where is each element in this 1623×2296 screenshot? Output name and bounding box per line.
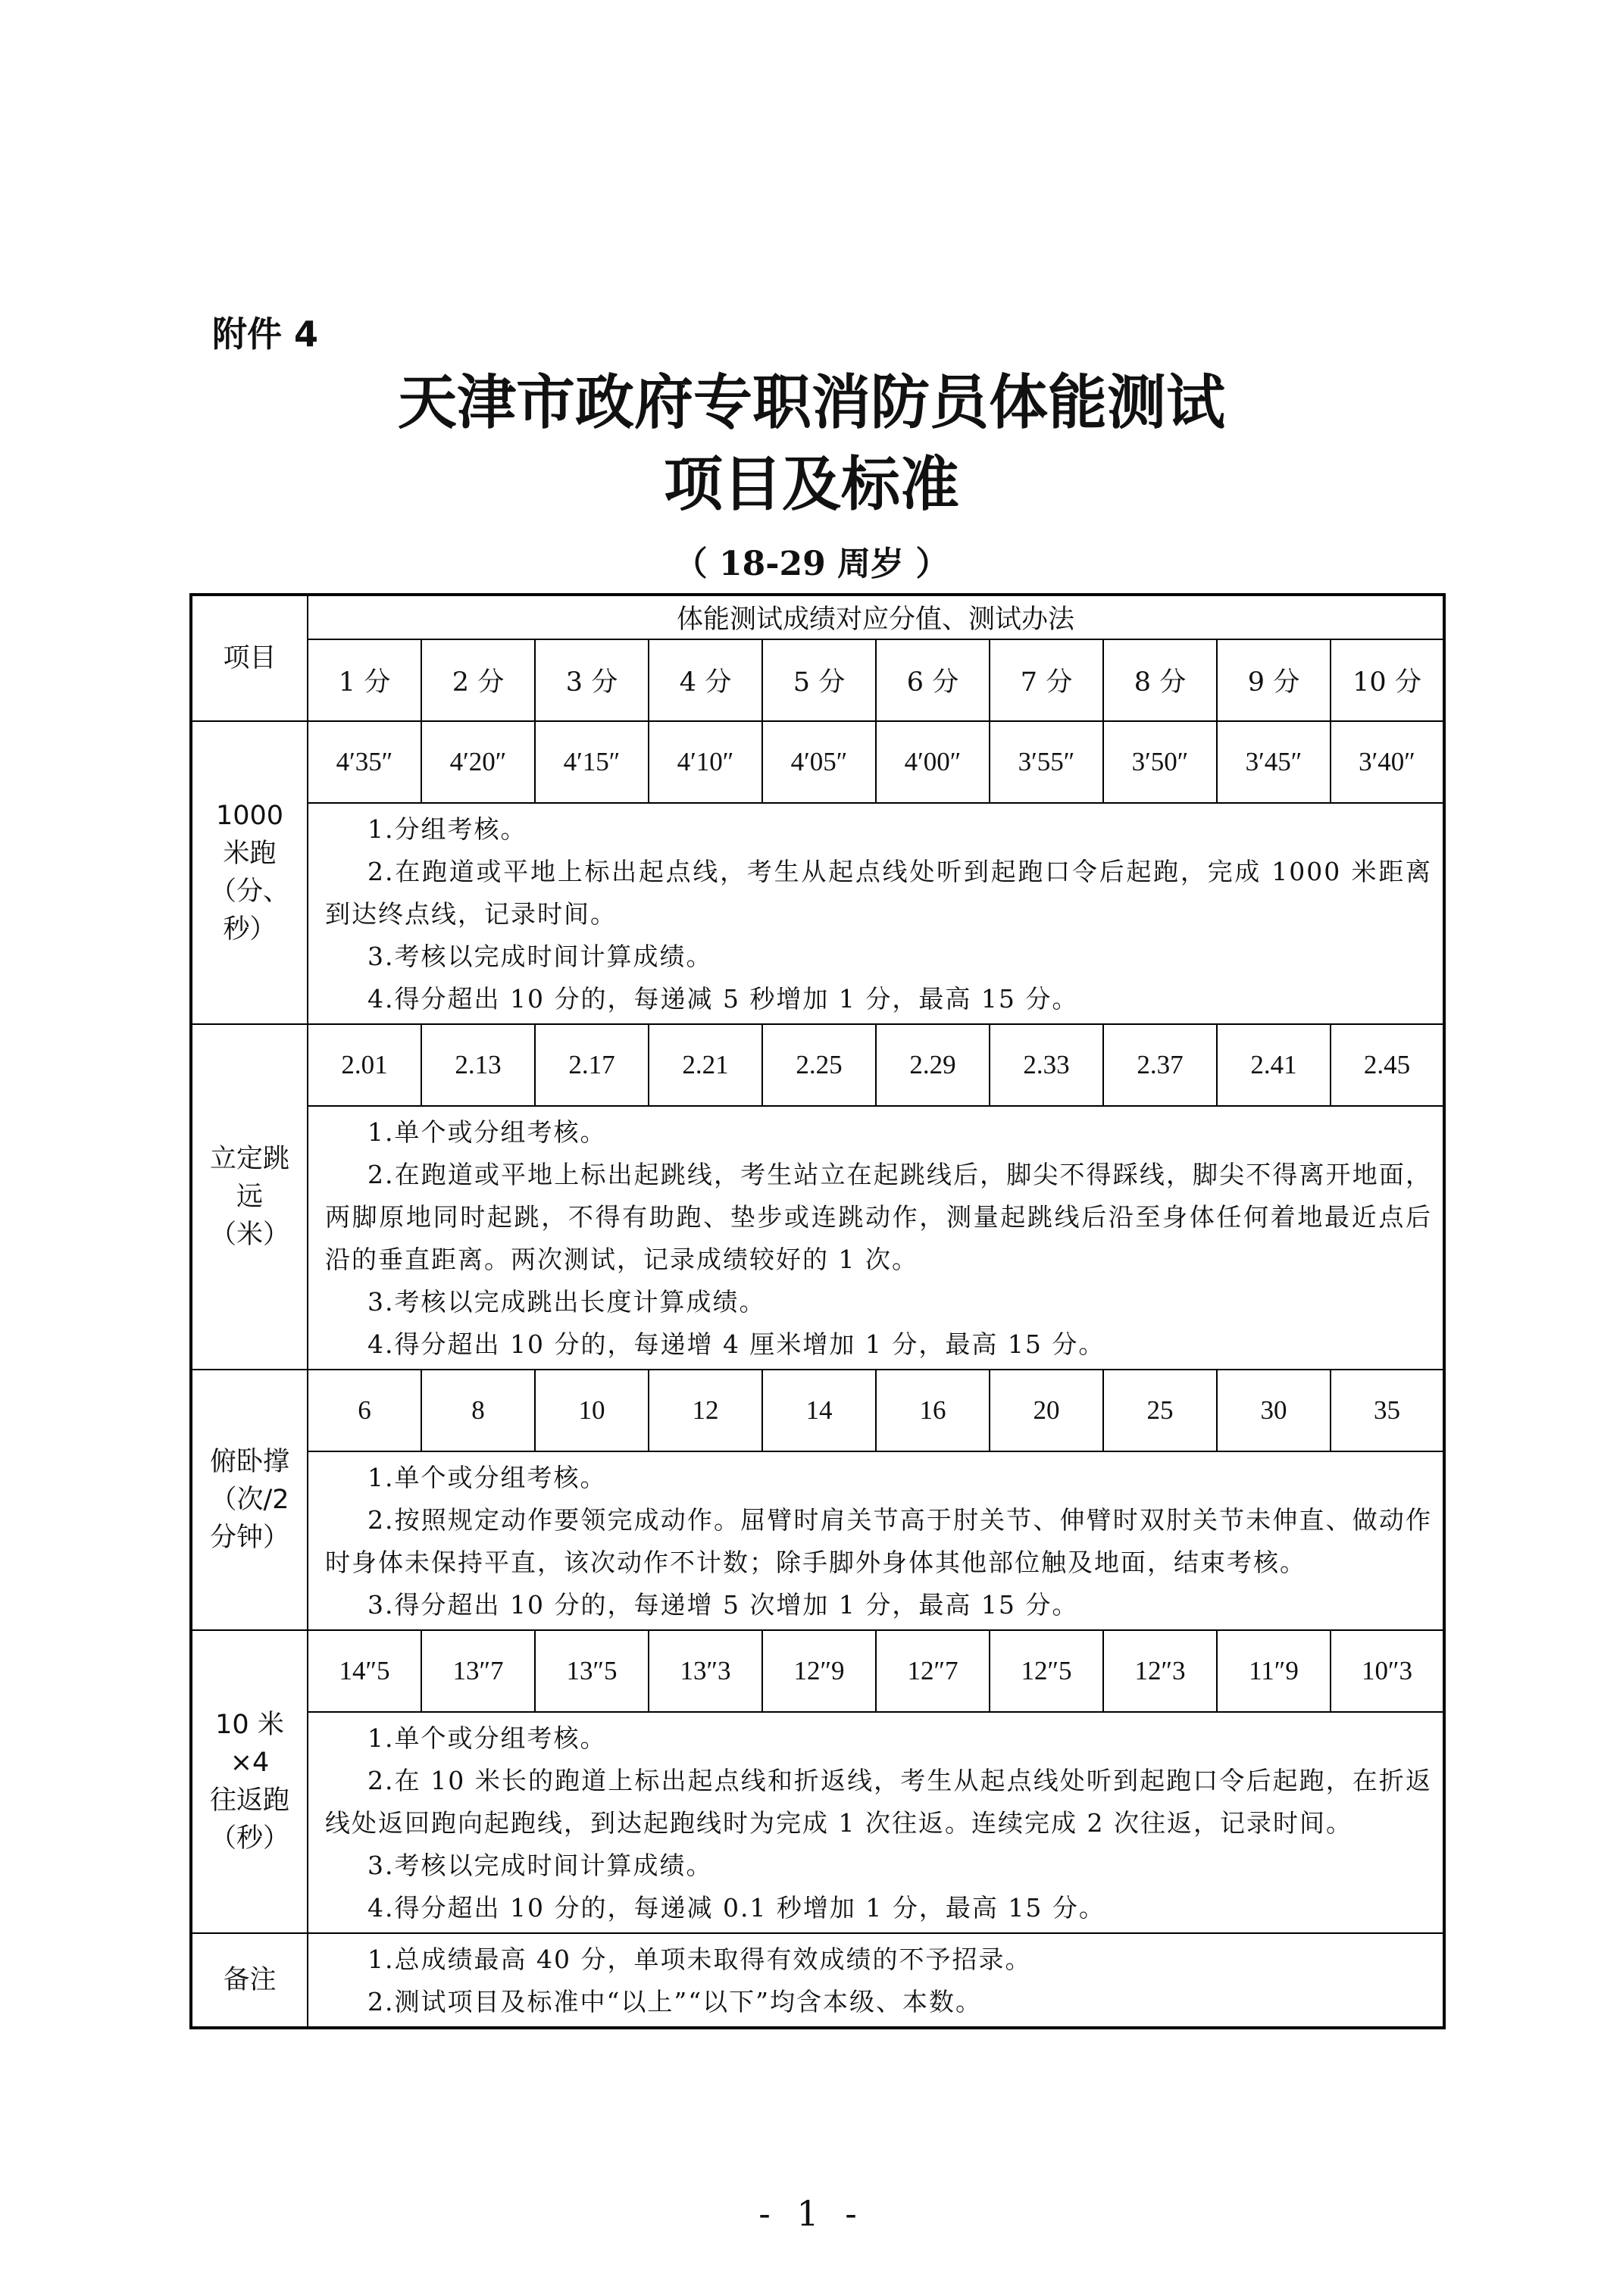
attachment-label: 附件 4 xyxy=(212,314,319,355)
section-desc-row xyxy=(191,1106,1444,1370)
value-cell: 2.25 xyxy=(762,1024,876,1106)
test-method-description: 1.单个或分组考核。 2.按照规定动作要领完成动作。屈臂时肩关节高于肘关节、伸臂时双肘关节未伸直、做动作时身体未保持平直，该次动作不计数；除手脚外身体其他部位触及地面，结束考核。 3.得分超出 10 分的，每递增 5 次增加 1 分，最高 15 分。 xyxy=(308,1451,1444,1630)
score-cell: 5 分 xyxy=(762,639,876,721)
score-cell: 2 分 xyxy=(421,639,535,721)
value-cell: 2.01 xyxy=(308,1024,421,1106)
value-cell: 3′55″ xyxy=(990,721,1103,803)
value-cell: 2.37 xyxy=(1103,1024,1217,1106)
value-cell: 14″5 xyxy=(308,1630,421,1712)
value-cell: 12″5 xyxy=(990,1630,1103,1712)
item-header: 项目 xyxy=(191,595,308,721)
value-cell: 13″7 xyxy=(421,1630,535,1712)
value-cell: 12″9 xyxy=(762,1630,876,1712)
value-cell: 6 xyxy=(308,1370,421,1451)
value-cell: 25 xyxy=(1103,1370,1217,1451)
score-cell: 3 分 xyxy=(535,639,649,721)
value-cell: 4′15″ xyxy=(535,721,649,803)
section-desc-row xyxy=(191,1712,1444,1933)
value-cell: 3′45″ xyxy=(1217,721,1331,803)
section-values-row xyxy=(191,1630,1444,1712)
value-cell: 2.45 xyxy=(1331,1024,1444,1106)
score-cell: 4 分 xyxy=(649,639,762,721)
value-cell: 16 xyxy=(876,1370,990,1451)
page-number: - 1 - xyxy=(758,2193,865,2234)
standards-table xyxy=(189,593,1446,2029)
score-cell: 6 分 xyxy=(876,639,990,721)
value-cell: 2.17 xyxy=(535,1024,649,1106)
header-row-scores xyxy=(191,639,1444,721)
section-name-shuttle-run: 10 米 ×4 往返跑 （秒） xyxy=(191,1630,308,1933)
value-cell: 10″3 xyxy=(1331,1630,1444,1712)
value-cell: 14 xyxy=(762,1370,876,1451)
score-cell: 1 分 xyxy=(308,639,421,721)
value-cell: 4′35″ xyxy=(308,721,421,803)
value-cell: 20 xyxy=(990,1370,1103,1451)
value-cell: 13″3 xyxy=(649,1630,762,1712)
score-header: 体能测试成绩对应分值、测试办法 xyxy=(308,595,1444,639)
test-method-description: 1.单个或分组考核。 2.在 10 米长的跑道上标出起点线和折返线，考生从起点线处听到起跑口令后起跑，在折返线处返回跑向起跑线，到达起跑线时为完成 1 次往返。连续完成 2 次往返，记录时间。 3.考核以完成时间计算成绩。 4.得分超出 10 分的，每递减 0.1 秒增加 1 分，最高 15 分。 xyxy=(308,1712,1444,1933)
section-name-standing-jump: 立定跳 远 （米） xyxy=(191,1024,308,1370)
value-cell: 35 xyxy=(1331,1370,1444,1451)
value-cell: 4′05″ xyxy=(762,721,876,803)
value-cell: 13″5 xyxy=(535,1630,649,1712)
value-cell: 2.13 xyxy=(421,1024,535,1106)
remarks-text: 1.总成绩最高 40 分，单项未取得有效成绩的不予招录。 2.测试项目及标准中“以上”“以下”均含本级、本数。 xyxy=(308,1933,1444,2028)
section-name-run-1000m: 1000 米跑 （分、 秒） xyxy=(191,721,308,1024)
score-cell: 10 分 xyxy=(1331,639,1444,721)
value-cell: 12″7 xyxy=(876,1630,990,1712)
value-cell: 2.29 xyxy=(876,1024,990,1106)
age-range-subtitle: （ 18-29 周岁 ） xyxy=(674,545,949,583)
score-cell: 8 分 xyxy=(1103,639,1217,721)
document-title-line2: 项目及标准 xyxy=(663,450,959,519)
section-values-row xyxy=(191,1024,1444,1106)
header-row-title xyxy=(191,595,1444,639)
value-cell: 10 xyxy=(535,1370,649,1451)
document-title-line1: 天津市政府专职消防员体能测试 xyxy=(397,368,1225,437)
value-cell: 2.41 xyxy=(1217,1024,1331,1106)
value-cell: 4′00″ xyxy=(876,721,990,803)
value-cell: 4′10″ xyxy=(649,721,762,803)
section-values-row xyxy=(191,721,1444,803)
value-cell: 3′40″ xyxy=(1331,721,1444,803)
section-name-pushups: 俯卧撑 （次/2 分钟） xyxy=(191,1370,308,1630)
score-cell: 7 分 xyxy=(990,639,1103,721)
section-desc-row xyxy=(191,1451,1444,1630)
value-cell: 2.33 xyxy=(990,1024,1103,1106)
score-cell: 9 分 xyxy=(1217,639,1331,721)
value-cell: 30 xyxy=(1217,1370,1331,1451)
section-desc-row xyxy=(191,803,1444,1024)
value-cell: 11″9 xyxy=(1217,1630,1331,1712)
test-method-description: 1.分组考核。 2.在跑道或平地上标出起点线，考生从起点线处听到起跑口令后起跑，完成 1000 米距离到达终点线，记录时间。 3.考核以完成时间计算成绩。 4.得分超出 10 分的，每递减 5 秒增加 1 分，最高 15 分。 xyxy=(308,803,1444,1024)
test-method-description: 1.单个或分组考核。 2.在跑道或平地上标出起跳线，考生站立在起跳线后，脚尖不得踩线，脚尖不得离开地面，两脚原地同时起跳，不得有助跑、垫步或连跳动作，测量起跳线后沿至身体任何着地最近点后沿的垂直距离。两次测试，记录成绩较好的 1 次。 3.考核以完成跳出长度计算成绩。 4.得分超出 10 分的，每递增 4 厘米增加 1 分，最高 15 分。 xyxy=(308,1106,1444,1370)
value-cell: 2.21 xyxy=(649,1024,762,1106)
value-cell: 12″3 xyxy=(1103,1630,1217,1712)
value-cell: 4′20″ xyxy=(421,721,535,803)
remarks-row xyxy=(191,1933,1444,2028)
remarks-label: 备注 xyxy=(191,1933,308,2028)
value-cell: 8 xyxy=(421,1370,535,1451)
section-values-row xyxy=(191,1370,1444,1451)
value-cell: 3′50″ xyxy=(1103,721,1217,803)
value-cell: 12 xyxy=(649,1370,762,1451)
